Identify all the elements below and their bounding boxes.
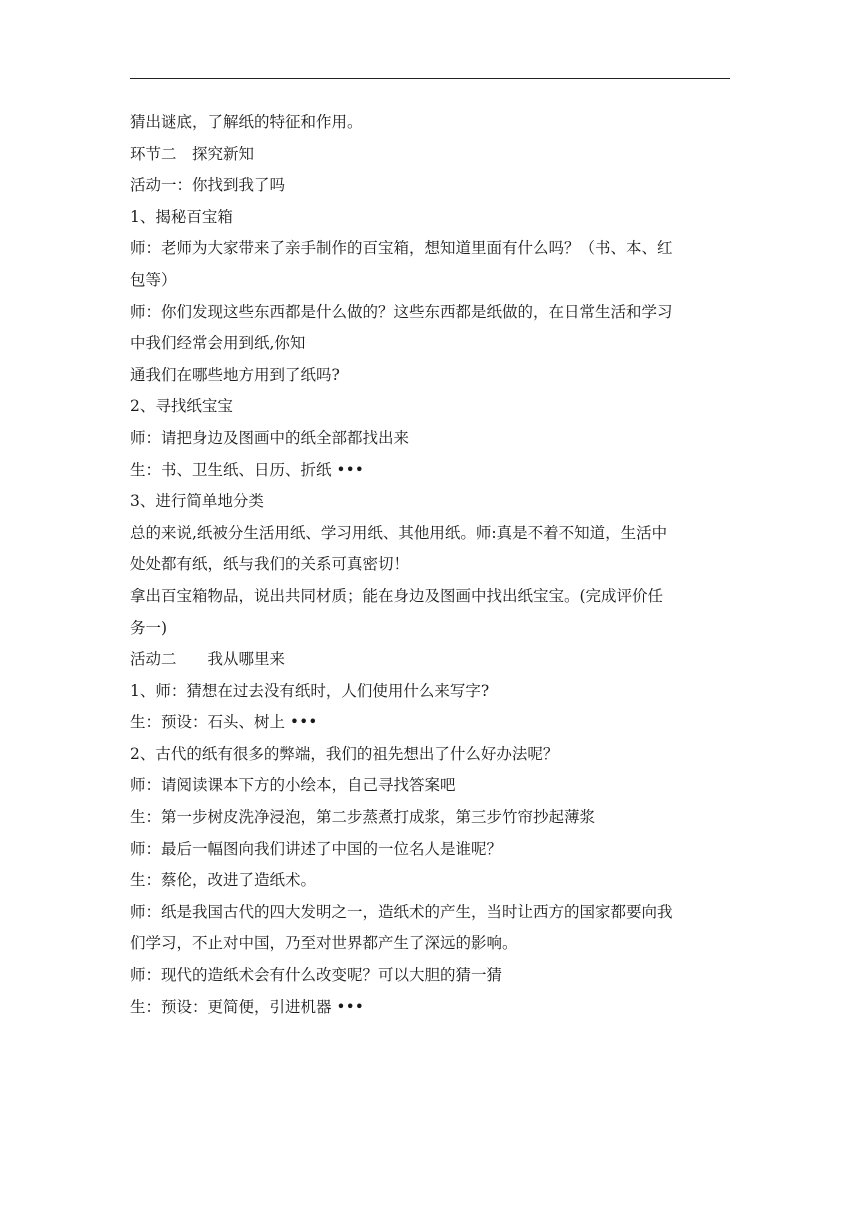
- paragraph-line: 拿出百宝箱物品，说出共同材质；能在身边及图画中找出纸宝宝。(完成评价任: [130, 586, 664, 605]
- paragraph-line: 师：现代的造纸术会有什么改变呢？可以大胆的猜一猜: [130, 966, 503, 985]
- paragraph-line: 生：预设：更简便，引进机器 •••: [130, 997, 364, 1016]
- step-heading: 2、寻找纸宝宝: [130, 397, 233, 416]
- step-heading: 3、进行简单地分类: [130, 492, 264, 511]
- paragraph-line: 师：最后一幅图向我们讲述了中国的一位名人是谁呢？: [130, 839, 503, 858]
- paragraph-line: 生：书、卫生纸、日历、折纸 •••: [130, 460, 364, 479]
- document-body: [130, 107, 730, 1023]
- paragraph-line: 师：请阅读课本下方的小绘本，自己寻找答案吧: [130, 776, 456, 795]
- paragraph-line: 总的来说,纸被分生活用纸、学习用纸、其他用纸。师:真是不着不知道，生活中: [130, 523, 668, 542]
- paragraph-line: 中我们经常会用到纸,你知: [130, 334, 306, 353]
- paragraph-line: 师：你们发现这些东西都是什么做的？这些东西都是纸做的，在日常生活和学习: [130, 302, 673, 321]
- paragraph-line: 生：第一步树皮洗净浸泡，第二步蒸煮打成浆，第三步竹帘抄起薄浆: [130, 808, 596, 827]
- section-heading: 环节二 探究新知: [130, 144, 255, 163]
- paragraph-line: 猜出谜底，了解纸的特征和作用。: [130, 113, 363, 131]
- paragraph-line: 师：请把身边及图画中的纸全部都找出来: [130, 428, 410, 447]
- paragraph-line: 们学习，不止对中国，乃至对世界都产生了深远的影响。: [130, 934, 518, 953]
- paragraph-line: 师：纸是我国古代的四大发明之一，造纸术的产生，当时让西方的国家都要向我: [130, 902, 673, 921]
- paragraph-line: 通我们在哪些地方用到了纸吗?: [130, 365, 340, 384]
- header-rule: [130, 78, 730, 79]
- paragraph-line: 师：老师为大家带来了亲手制作的百宝箱，想知道里面有什么吗？（书、本、红: [130, 239, 673, 258]
- paragraph-line: 2、古代的纸有很多的弊端，我们的祖先想出了什么好办法呢？: [130, 744, 559, 763]
- paragraph-line: 务一): [130, 618, 168, 637]
- paragraph-line: 包等）: [130, 270, 177, 289]
- activity-heading: 活动一：你找到我了吗: [130, 176, 286, 195]
- activity-heading: 活动二 我从哪里来: [130, 650, 286, 669]
- paragraph-line: 1、师：猜想在过去没有纸时，人们使用什么来写字?: [130, 681, 490, 700]
- paragraph-line: 生：预设：石头、树上 •••: [130, 713, 318, 732]
- paragraph-line: 生：蔡伦，改进了造纸术。: [130, 871, 317, 890]
- paragraph-line: 处处都有纸，纸与我们的关系可真密切！: [130, 555, 410, 574]
- step-heading: 1、揭秘百宝箱: [130, 207, 233, 226]
